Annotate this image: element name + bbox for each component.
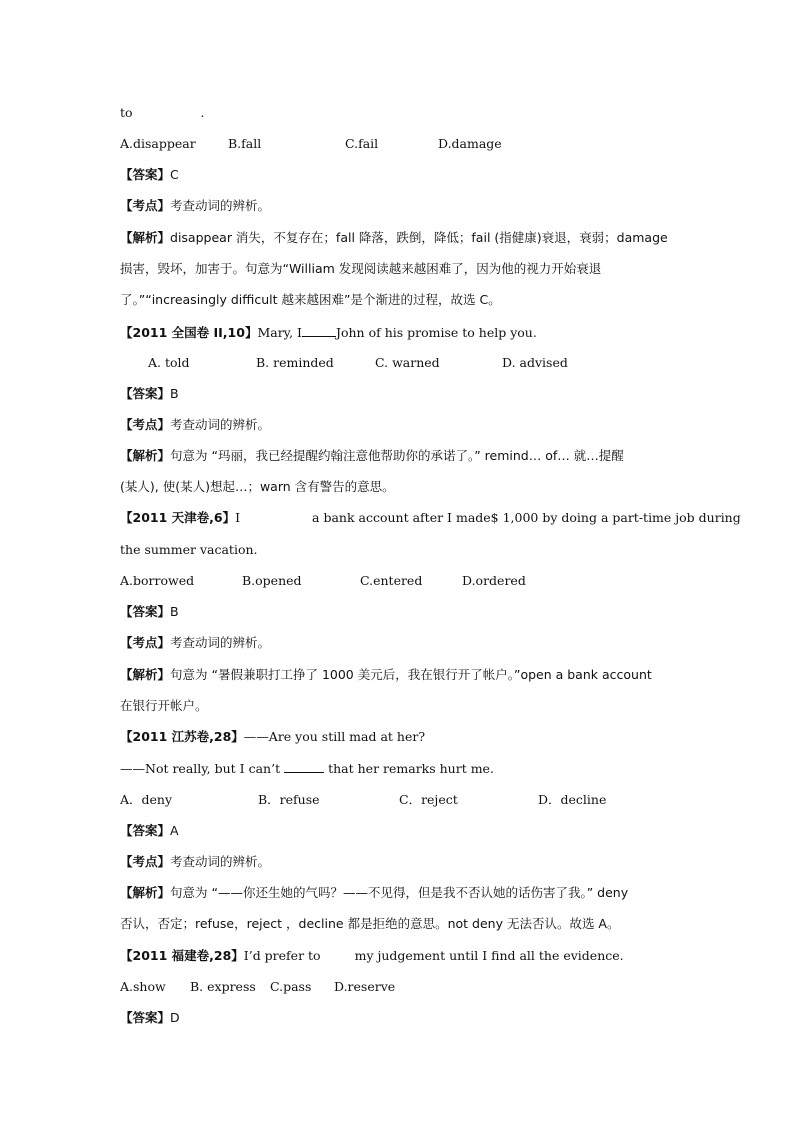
question-source: 【2011 天津卷,6】	[120, 510, 236, 525]
analysis-tag: 【解析】	[120, 885, 171, 900]
option-a: A.disappear	[120, 136, 196, 151]
option-d: D.ordered	[462, 573, 526, 588]
option-a: A．deny	[120, 792, 173, 807]
analysis-line	[120, 885, 628, 901]
point-tag: 【考点】	[120, 417, 171, 432]
option-d: D.reserve	[334, 979, 396, 994]
answer-value: C	[170, 167, 179, 182]
stem-text: John of his promise to help you.	[335, 325, 537, 340]
answer-tag: 【答案】	[120, 386, 171, 401]
stem-text: ——Not really, but I can’t	[120, 761, 281, 776]
option-c: C.fail	[345, 136, 379, 151]
point-line	[120, 854, 270, 870]
answer-line	[120, 167, 179, 183]
option-b: B. express	[190, 979, 256, 994]
answer-value: B	[170, 386, 179, 401]
options-row	[120, 573, 720, 589]
analysis-text: disappear 消失，不复存在；fall 降落，跌倒，降低；fail (指健康)衰退，衰弱；damage	[170, 230, 668, 245]
stem-text: to	[120, 105, 133, 120]
answer-tag: 【答案】	[120, 823, 171, 838]
point-text: 考查动词的辨析。	[170, 198, 271, 213]
option-b: B. reminded	[256, 355, 334, 370]
point-tag: 【考点】	[120, 198, 171, 213]
stem-text: Mary, I	[257, 325, 302, 340]
option-d: D. advised	[502, 355, 568, 370]
answer-line	[120, 823, 179, 839]
analysis-text: 损害，毁坏，加害于。句意为“William 发现阅读越来越困难了，因为他的视力开始衰退	[120, 261, 602, 276]
option-a: A. told	[148, 355, 190, 370]
option-a: A.borrowed	[120, 573, 195, 588]
analysis-text: (某人), 使(某人)想起…；warn 含有警告的意思。	[120, 479, 395, 494]
analysis-tag: 【解析】	[120, 230, 171, 245]
answer-tag: 【答案】	[120, 604, 171, 619]
analysis-line	[120, 448, 624, 464]
answer-value: B	[170, 604, 179, 619]
analysis-text: 了。”“increasingly difficult 越来越困难”是个渐进的过程，故选 C。	[120, 292, 501, 307]
question-stem	[120, 948, 624, 964]
stem-period: .	[200, 105, 205, 120]
stem-text: I’d prefer to	[243, 948, 321, 963]
stem-text: a bank account after I made$ 1,000 by doing a part-time job during	[312, 510, 741, 525]
analysis-line	[120, 667, 652, 683]
option-d: D.damage	[438, 136, 502, 151]
stem-text: ——Are you still mad at her?	[243, 729, 426, 744]
question-stem-line2	[120, 760, 494, 777]
answer-line	[120, 386, 179, 402]
analysis-tag: 【解析】	[120, 667, 171, 682]
answer-blank	[284, 760, 324, 773]
analysis-text: 否认，否定；refuse，reject ，decline 都是拒绝的意思。not deny 无法否认。故选 A。	[120, 916, 620, 931]
question-stem	[120, 324, 537, 341]
point-text: 考查动词的辨析。	[170, 635, 271, 650]
question-source: 【2011 全国卷 II,10】	[120, 325, 258, 340]
analysis-text: 句意为 “玛丽，我已经提醒约翰注意他帮助你的承诺了。” remind… of… 就…提醒	[170, 448, 624, 463]
options-row	[120, 979, 520, 995]
question-stem	[120, 729, 425, 745]
stem-text: I	[235, 510, 241, 525]
option-b: B．refuse	[258, 792, 320, 807]
point-text: 考查动词的辨析。	[170, 417, 271, 432]
point-line	[120, 198, 270, 214]
options-row	[120, 792, 640, 808]
question-source: 【2011 江苏卷,28】	[120, 729, 244, 744]
stem-text: my judgement until I find all the evidence.	[354, 948, 624, 963]
stem-text: that her remarks hurt me.	[328, 761, 494, 776]
analysis-text: 句意为 “——你还生她的气吗？——不见得，但是我不否认她的话伤害了我。” deny	[170, 885, 629, 900]
analysis-text: 在银行开帐户。	[120, 698, 208, 713]
answer-line	[120, 604, 179, 620]
answer-value: A	[170, 823, 179, 838]
point-line	[120, 635, 270, 651]
answer-value: D	[170, 1010, 180, 1025]
question-stem-tail	[120, 105, 205, 121]
point-text: 考查动词的辨析。	[170, 854, 271, 869]
option-b: B.fall	[228, 136, 262, 151]
option-c: C.pass	[270, 979, 312, 994]
option-a: A.show	[120, 979, 166, 994]
analysis-line	[120, 230, 668, 246]
answer-line	[120, 1010, 180, 1026]
option-b: B.opened	[242, 573, 302, 588]
answer-tag: 【答案】	[120, 167, 171, 182]
analysis-tag: 【解析】	[120, 448, 171, 463]
point-tag: 【考点】	[120, 854, 171, 869]
stem-text: the summer vacation.	[120, 542, 258, 557]
analysis-text: 句意为 “暑假兼职打工挣了 1000 美元后，我在银行开了帐户。”open a bank account	[170, 667, 652, 682]
question-source: 【2011 福建卷,28】	[120, 948, 244, 963]
question-stem	[120, 510, 741, 526]
answer-blank	[302, 324, 336, 337]
options-row	[148, 355, 668, 371]
options-row	[120, 136, 720, 152]
option-c: C．reject	[399, 792, 458, 807]
answer-tag: 【答案】	[120, 1010, 171, 1025]
option-c: C. warned	[375, 355, 440, 370]
option-d: D．decline	[538, 792, 607, 807]
point-line	[120, 417, 270, 433]
option-c: C.entered	[360, 573, 423, 588]
point-tag: 【考点】	[120, 635, 171, 650]
